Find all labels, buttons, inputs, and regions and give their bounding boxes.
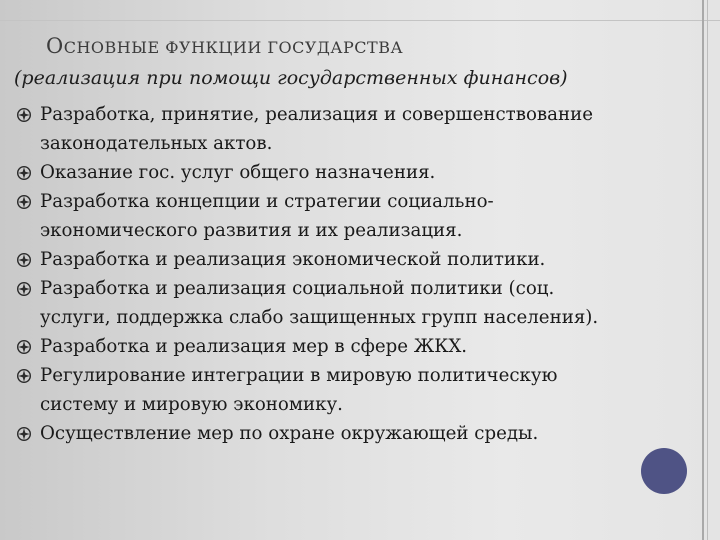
accent-circle [641, 448, 687, 494]
slide-title-initial: О [46, 34, 64, 58]
list-item [14, 100, 714, 158]
list-item-line: законодательных актов. [40, 133, 273, 154]
list-item-line: Оказание гос. услуг общего назначения. [40, 162, 436, 183]
slide-title-rest: СНОВНЫЕ ФУНКЦИИ ГОСУДАРСТВА [63, 38, 404, 57]
list-item [14, 419, 714, 448]
list-item [14, 361, 714, 419]
slide-subtitle: (реализация при помощи государственных финансов) [14, 67, 568, 89]
slide-title [46, 34, 403, 58]
four-point-star-icon [16, 165, 32, 181]
four-point-star-icon [16, 194, 32, 210]
list-item [14, 245, 714, 274]
list-item [14, 187, 714, 245]
list-item [14, 332, 714, 361]
four-point-star-icon [16, 252, 32, 268]
list-item-line: Регулирование интеграции в мировую политическую [40, 365, 558, 386]
list-item-line: Разработка и реализация экономической политики. [40, 249, 546, 270]
list-item-line: Разработка концепции и стратегии социально- [40, 191, 494, 212]
four-point-star-icon [16, 339, 32, 355]
list-item-line: экономического развития и их реализация. [40, 220, 463, 241]
frame-horizontal-line [0, 20, 720, 21]
four-point-star-icon [16, 368, 32, 384]
list-item-line: систему и мировую экономику. [40, 394, 343, 415]
list-item [14, 274, 714, 332]
list-item-line: Разработка, принятие, реализация и совершенствование [40, 104, 593, 125]
list-item-line: Разработка и реализация социальной политики (соц. [40, 278, 555, 299]
four-point-star-icon [16, 281, 32, 297]
list-item-line: Осуществление мер по охране окружающей среды. [40, 423, 539, 444]
list-item [14, 158, 714, 187]
four-point-star-icon [16, 426, 32, 442]
four-point-star-icon [16, 107, 32, 123]
list-item-line: услуги, поддержка слабо защищенных групп населения). [40, 307, 599, 328]
list-item-line: Разработка и реализация мер в сфере ЖКХ. [40, 336, 468, 357]
bullet-list [14, 100, 714, 448]
